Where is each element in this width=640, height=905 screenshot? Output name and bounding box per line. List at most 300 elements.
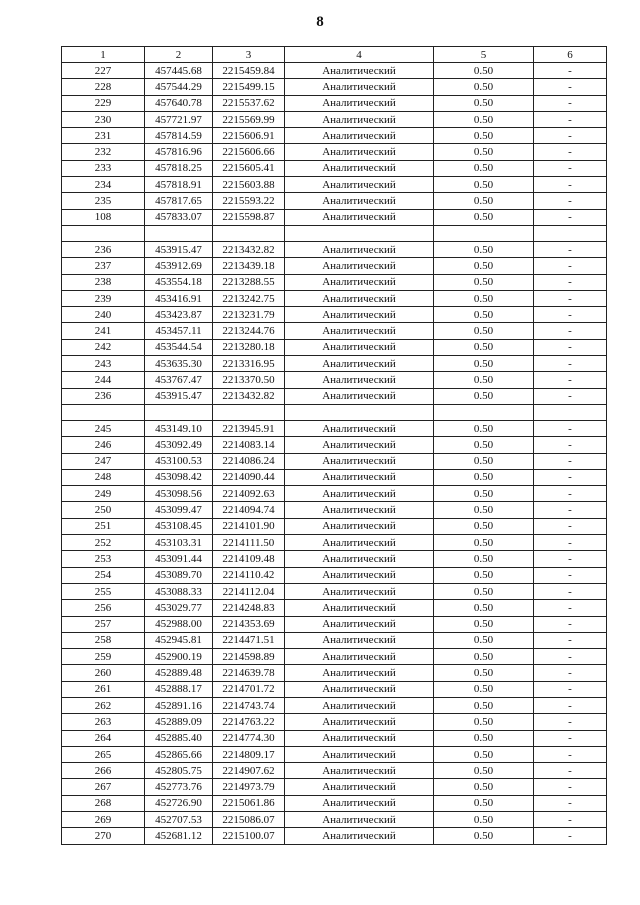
table-cell: - [534,746,607,762]
table-row [62,388,607,404]
table-cell: - [534,95,607,111]
table-cell: 0.50 [434,63,534,79]
table-row [62,63,607,79]
table-cell: - [534,388,607,404]
table-cell: 228 [62,79,145,95]
table-cell: 2213280.18 [213,339,285,355]
table-cell: - [534,437,607,453]
table-cell: Аналитический [285,551,434,567]
table-cell: 0.50 [434,356,534,372]
table-cell: 457640.78 [145,95,213,111]
table-cell: 453554.18 [145,274,213,290]
table-cell: 0.50 [434,730,534,746]
table-cell: 245 [62,420,145,436]
table-cell: 0.50 [434,209,534,225]
table-cell: 457814.59 [145,128,213,144]
table-cell: 253 [62,551,145,567]
table-row [62,502,607,518]
table-cell: 0.50 [434,323,534,339]
table-cell: 2215598.87 [213,209,285,225]
table-cell: 236 [62,388,145,404]
table-cell: 2215593.22 [213,193,285,209]
table-row [62,763,607,779]
table-cell: 2214109.48 [213,551,285,567]
table-row [62,812,607,828]
table-cell: Аналитический [285,616,434,632]
table-cell: - [534,420,607,436]
table-cell: 2213316.95 [213,356,285,372]
table-cell: - [534,779,607,795]
table-cell: 452805.75 [145,763,213,779]
table-cell: 2214094.74 [213,502,285,518]
table-body [62,63,607,845]
table-cell: 453098.42 [145,469,213,485]
table-row [62,356,607,372]
table-cell: - [534,812,607,828]
table-cell: Аналитический [285,372,434,388]
table-cell: 236 [62,241,145,257]
table-cell: 452726.90 [145,795,213,811]
table-cell: Аналитический [285,111,434,127]
table-cell: - [534,258,607,274]
table-cell: 265 [62,746,145,762]
table-row [62,258,607,274]
table-row [62,681,607,697]
table-cell: - [534,63,607,79]
table-cell: 452889.48 [145,665,213,681]
table-cell: 0.50 [434,274,534,290]
table-cell: 233 [62,160,145,176]
table-cell: Аналитический [285,79,434,95]
table-cell: 234 [62,177,145,193]
table-cell: 453544.54 [145,339,213,355]
table-cell: 249 [62,486,145,502]
table-cell: 255 [62,583,145,599]
table-cell: - [534,649,607,665]
table-cell: Аналитический [285,795,434,811]
table-cell: Аналитический [285,128,434,144]
table-cell: 0.50 [434,697,534,713]
table-cell: Аналитический [285,535,434,551]
table-cell: 2215569.99 [213,111,285,127]
table-cell: 2214086.24 [213,453,285,469]
table-cell: 0.50 [434,665,534,681]
table-cell: 2215603.88 [213,177,285,193]
table-cell: 267 [62,779,145,795]
table-cell: 457445.68 [145,63,213,79]
table-cell [534,225,607,241]
table-cell: 2215100.07 [213,828,285,844]
table-row [62,128,607,144]
table-cell: 266 [62,763,145,779]
table-cell: 2214743.74 [213,697,285,713]
table-cell: 227 [62,63,145,79]
table-cell [213,225,285,241]
table-cell: 452889.09 [145,714,213,730]
table-cell: Аналитический [285,763,434,779]
table-row [62,193,607,209]
table-cell: 2214092.63 [213,486,285,502]
table-cell: 453457.11 [145,323,213,339]
table-cell: 263 [62,714,145,730]
table-cell: 254 [62,567,145,583]
table-cell: - [534,177,607,193]
table-header-row [62,47,607,63]
table-cell: 231 [62,128,145,144]
table-cell: Аналитический [285,828,434,844]
table-row [62,95,607,111]
table-cell: 264 [62,730,145,746]
table-cell: 0.50 [434,600,534,616]
table-cell: 230 [62,111,145,127]
table-cell: 0.50 [434,632,534,648]
table-cell: 2213231.79 [213,307,285,323]
table-row [62,714,607,730]
table-cell: 0.50 [434,160,534,176]
table-cell: 453108.45 [145,518,213,534]
table-cell: 453091.44 [145,551,213,567]
table-cell: 453915.47 [145,388,213,404]
table-cell: 2213439.18 [213,258,285,274]
table-cell: Аналитический [285,730,434,746]
table-row [62,795,607,811]
table-cell: - [534,160,607,176]
table-cell: 453092.49 [145,437,213,453]
column-header: 2 [145,47,213,63]
table-cell: 0.50 [434,518,534,534]
table-cell: 247 [62,453,145,469]
table-cell: 2215061.86 [213,795,285,811]
table-cell: 0.50 [434,681,534,697]
table-cell: 2213432.82 [213,388,285,404]
table-cell: 0.50 [434,388,534,404]
table-cell: Аналитический [285,144,434,160]
table-cell: Аналитический [285,307,434,323]
table-cell: 0.50 [434,779,534,795]
table-cell: 452865.66 [145,746,213,762]
table-cell: 2214090.44 [213,469,285,485]
table-cell: - [534,111,607,127]
table-cell: 0.50 [434,616,534,632]
table-cell: 252 [62,535,145,551]
table-row [62,535,607,551]
table-cell: 2215537.62 [213,95,285,111]
table-cell: 453098.56 [145,486,213,502]
table-row [62,420,607,436]
table-cell: 2213288.55 [213,274,285,290]
table-cell: Аналитический [285,241,434,257]
table-cell: Аналитический [285,356,434,372]
column-header: 6 [534,47,607,63]
table-cell: 257 [62,616,145,632]
table-cell: - [534,795,607,811]
table-cell: 453103.31 [145,535,213,551]
table-cell: Аналитический [285,209,434,225]
table-cell: 2215499.15 [213,79,285,95]
table-cell: 0.50 [434,453,534,469]
table-cell: Аналитический [285,714,434,730]
table-cell: 0.50 [434,177,534,193]
table-cell: - [534,339,607,355]
table-cell: - [534,79,607,95]
table-cell: 457817.65 [145,193,213,209]
table-cell: - [534,697,607,713]
table-cell: 453100.53 [145,453,213,469]
table-cell: 2214353.69 [213,616,285,632]
table-cell: 2214248.83 [213,600,285,616]
table-cell: 0.50 [434,649,534,665]
table-cell: - [534,763,607,779]
table-cell: 2214774.30 [213,730,285,746]
table-row [62,144,607,160]
table-row [62,583,607,599]
table-cell: Аналитический [285,258,434,274]
table-cell: 0.50 [434,241,534,257]
table-cell: 2214101.90 [213,518,285,534]
table-cell: 0.50 [434,567,534,583]
table-cell: 2215606.66 [213,144,285,160]
table-cell: 246 [62,437,145,453]
table-cell: Аналитический [285,177,434,193]
table-cell: - [534,241,607,257]
table-cell: 0.50 [434,763,534,779]
table-cell: 2214639.78 [213,665,285,681]
table-cell: 2214598.89 [213,649,285,665]
table-row [62,746,607,762]
table-cell: Аналитический [285,339,434,355]
table-cell: 0.50 [434,828,534,844]
table-row [62,486,607,502]
table-cell: Аналитический [285,453,434,469]
table-cell: 0.50 [434,486,534,502]
table-row [62,551,607,567]
table-cell: 2214907.62 [213,763,285,779]
table-cell: 256 [62,600,145,616]
table-cell: - [534,616,607,632]
table-cell: 0.50 [434,812,534,828]
table-cell: - [534,665,607,681]
table-cell: 2215605.41 [213,160,285,176]
table-cell: 0.50 [434,307,534,323]
table-cell: 0.50 [434,535,534,551]
table-cell: 0.50 [434,258,534,274]
table-cell: - [534,502,607,518]
table-cell: 2215086.07 [213,812,285,828]
table-cell: 453912.69 [145,258,213,274]
table-cell: - [534,372,607,388]
table-cell: 452988.00 [145,616,213,632]
table-cell: 0.50 [434,290,534,306]
table-cell: 260 [62,665,145,681]
table-cell [285,404,434,420]
table-cell: 251 [62,518,145,534]
table-cell: 452900.19 [145,649,213,665]
table-row [62,79,607,95]
table-cell: - [534,551,607,567]
table-cell: Аналитический [285,95,434,111]
table-cell: - [534,583,607,599]
table-cell: 237 [62,258,145,274]
table-cell: 250 [62,502,145,518]
table-cell: 2213242.75 [213,290,285,306]
table-cell: 2214110.42 [213,567,285,583]
table-row [62,665,607,681]
table-cell: 2214083.14 [213,437,285,453]
table-cell: Аналитический [285,469,434,485]
table-row [62,632,607,648]
table-cell: 232 [62,144,145,160]
page-number: 8 [316,14,324,30]
table-cell: Аналитический [285,518,434,534]
table-cell: 457818.91 [145,177,213,193]
table-cell: - [534,274,607,290]
table-cell: - [534,567,607,583]
table-cell: 268 [62,795,145,811]
table-cell: 0.50 [434,128,534,144]
table-cell: 452707.53 [145,812,213,828]
table-cell: 452888.17 [145,681,213,697]
table-cell [145,404,213,420]
table-cell: - [534,681,607,697]
table-cell: Аналитический [285,502,434,518]
table-cell [534,404,607,420]
table-cell: - [534,535,607,551]
table-cell: - [534,469,607,485]
table-cell: 0.50 [434,437,534,453]
table-cell: - [534,209,607,225]
table-cell: - [534,307,607,323]
table-cell: - [534,714,607,730]
table-cell: 2214763.22 [213,714,285,730]
table-cell [145,225,213,241]
table-cell: 2215459.84 [213,63,285,79]
table-row [62,567,607,583]
table-row [62,469,607,485]
table-cell: 457833.07 [145,209,213,225]
table-cell: 238 [62,274,145,290]
table-cell: 2215606.91 [213,128,285,144]
table-cell: - [534,518,607,534]
table-cell: 2213370.50 [213,372,285,388]
table-cell: 452945.81 [145,632,213,648]
table-cell: - [534,144,607,160]
column-header: 3 [213,47,285,63]
table-cell: - [534,128,607,144]
table-row [62,111,607,127]
table-cell: - [534,323,607,339]
table-cell: 453767.47 [145,372,213,388]
table-cell: 2213244.76 [213,323,285,339]
table-cell: 452773.76 [145,779,213,795]
table-cell: Аналитический [285,779,434,795]
table-row [62,600,607,616]
table-cell: 452681.12 [145,828,213,844]
table-cell: Аналитический [285,649,434,665]
table-row [62,177,607,193]
table-cell: - [534,600,607,616]
table-cell: 108 [62,209,145,225]
table-cell: 0.50 [434,746,534,762]
table-row [62,649,607,665]
table-cell: 244 [62,372,145,388]
table-cell: - [534,193,607,209]
table-cell: 0.50 [434,339,534,355]
table-cell [434,404,534,420]
table-cell: Аналитический [285,812,434,828]
column-header: 4 [285,47,434,63]
table-cell: Аналитический [285,697,434,713]
table-cell: Аналитический [285,437,434,453]
table-cell: Аналитический [285,323,434,339]
table-row [62,697,607,713]
table-cell: 453029.77 [145,600,213,616]
table-row [62,372,607,388]
table-cell: 0.50 [434,95,534,111]
table-cell: 270 [62,828,145,844]
table-cell: 453099.47 [145,502,213,518]
table-cell: 453149.10 [145,420,213,436]
table-row [62,160,607,176]
table-cell: 2213945.91 [213,420,285,436]
table-cell: 259 [62,649,145,665]
table-cell: - [534,828,607,844]
table-cell [62,404,145,420]
table-cell [434,225,534,241]
table-cell: - [534,486,607,502]
column-header: 5 [434,47,534,63]
table-cell: - [534,730,607,746]
table-cell: 0.50 [434,469,534,485]
table-cell: 229 [62,95,145,111]
table-cell: 0.50 [434,111,534,127]
table-cell: 453915.47 [145,241,213,257]
table-cell: 453423.87 [145,307,213,323]
table-cell: Аналитический [285,486,434,502]
table-cell: 0.50 [434,502,534,518]
table-row [62,404,607,420]
table-cell: 0.50 [434,79,534,95]
table-cell: Аналитический [285,420,434,436]
table-cell: 2214112.04 [213,583,285,599]
table-cell: 2213432.82 [213,241,285,257]
table-cell: 453088.33 [145,583,213,599]
table-cell: 262 [62,697,145,713]
table-cell: Аналитический [285,160,434,176]
table-row [62,453,607,469]
coordinates-table [61,46,607,845]
table-cell: Аналитический [285,665,434,681]
table-cell [62,225,145,241]
table-cell: Аналитический [285,193,434,209]
table-cell: 2214471.51 [213,632,285,648]
table-row [62,241,607,257]
table-cell: 239 [62,290,145,306]
table-cell: Аналитический [285,63,434,79]
table-cell: 0.50 [434,583,534,599]
table-row [62,616,607,632]
table-row [62,209,607,225]
table-cell: 453416.91 [145,290,213,306]
column-header: 1 [62,47,145,63]
table-cell: 2214111.50 [213,535,285,551]
table-cell: 457721.97 [145,111,213,127]
table-cell: Аналитический [285,600,434,616]
table-row [62,437,607,453]
table-cell: 453089.70 [145,567,213,583]
table-cell [213,404,285,420]
table-row [62,779,607,795]
table-cell: Аналитический [285,567,434,583]
